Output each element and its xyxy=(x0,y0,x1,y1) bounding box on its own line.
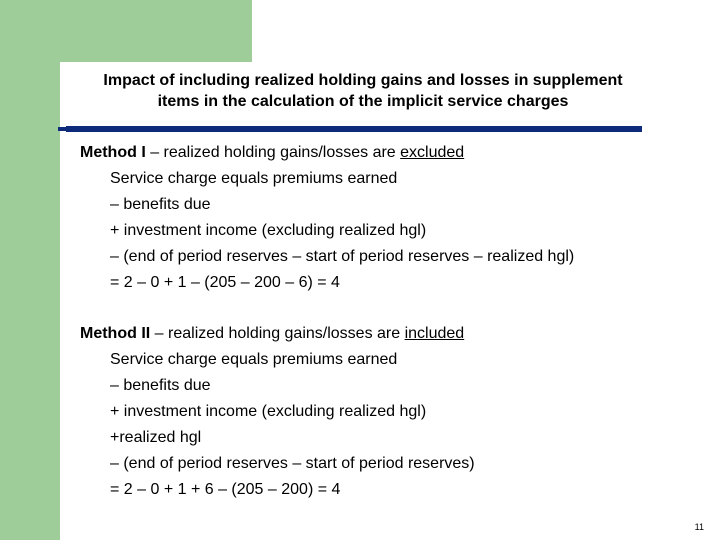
slide-title-line-1: Impact of including realized holding gains and losses in supplement xyxy=(103,72,623,89)
method-1-result: = 2 – 0 + 1 – (205 – 200 – 6) = 4 xyxy=(110,274,340,291)
method-1-line: + investment income (excluding realized hgl) xyxy=(110,222,427,239)
method-2-block xyxy=(80,321,475,503)
decorative-green-strip xyxy=(0,62,60,540)
method-2-line: +realized hgl xyxy=(110,429,202,446)
method-1-description: – realized holding gains/losses are xyxy=(145,144,401,161)
title-rule-bullet xyxy=(58,127,66,131)
method-1-line: Service charge equals premiums earned xyxy=(110,170,398,187)
title-divider-rule xyxy=(66,126,642,132)
method-1-line: – (end of period reserves – start of period reserves – realized hgl) xyxy=(110,248,575,265)
method-2-keyword: included xyxy=(404,325,465,342)
method-2-line: + investment income (excluding realized hgl) xyxy=(110,403,427,420)
method-1-block xyxy=(80,140,574,296)
method-2-label: Method II xyxy=(80,325,151,342)
page-number: 11 xyxy=(694,522,704,532)
method-1-label: Method I xyxy=(80,144,146,161)
decorative-green-block xyxy=(0,0,252,62)
method-1-heading xyxy=(80,140,574,166)
method-1-line: – benefits due xyxy=(110,196,211,213)
method-2-line: Service charge equals premiums earned xyxy=(110,351,398,368)
method-2-line: – benefits due xyxy=(110,377,211,394)
method-2-result: = 2 – 0 + 1 + 6 – (205 – 200) = 4 xyxy=(110,481,341,498)
method-2-heading xyxy=(80,321,475,347)
slide-title-line-2: items in the calculation of the implicit service charges xyxy=(157,93,569,110)
slide-title xyxy=(66,70,660,112)
method-1-keyword: excluded xyxy=(400,144,465,161)
method-2-description: – realized holding gains/losses are xyxy=(150,325,405,342)
method-2-line: – (end of period reserves – start of period reserves) xyxy=(110,455,475,472)
